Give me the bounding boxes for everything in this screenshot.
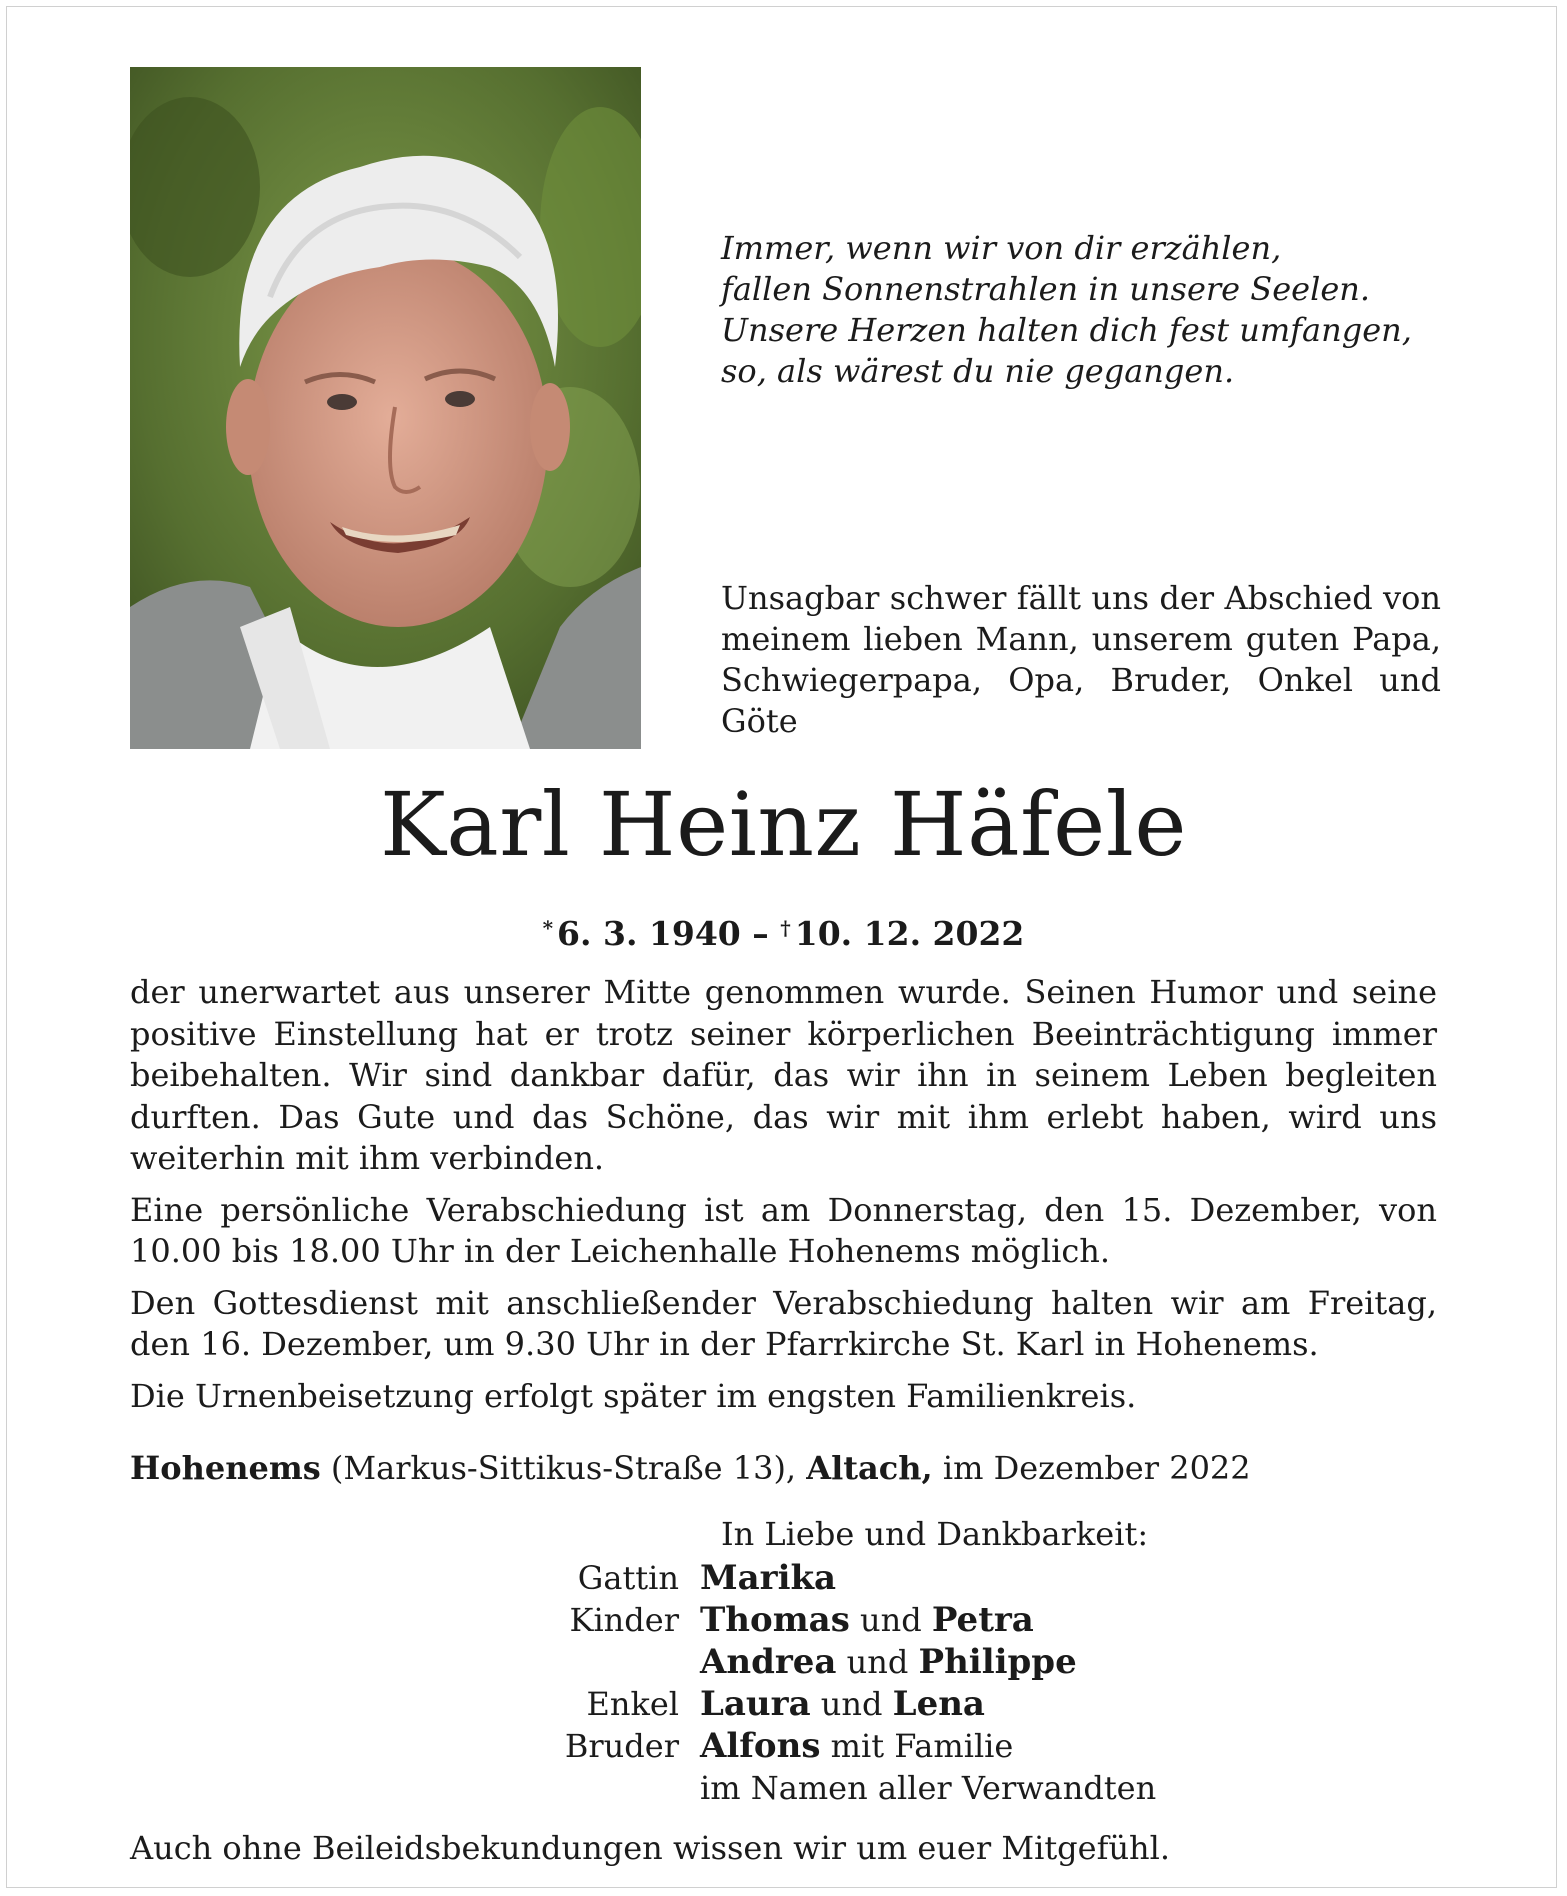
family-name: Laura [700, 1684, 811, 1724]
signoff-line: In Liebe und Dankbarkeit: [721, 1515, 1149, 1553]
family-row-enkel [0, 1683, 1567, 1725]
relation-label: Kinder [569, 1601, 679, 1639]
intro-text: Unsagbar schwer fällt uns der Abschied von meinem lieben Mann, unserem guten Papa, Schwiegerpapa, Opa, Bruder, Onkel und Göte [721, 579, 1441, 740]
place-address: (Markus-Sittikus-Straße 13), [320, 1449, 807, 1487]
conjunction: und [849, 1601, 932, 1639]
deceased-name: Karl Heinz Häfele [380, 773, 1187, 876]
poem-line: Immer, wenn wir von dir erzählen, [721, 229, 1282, 267]
poem-line: Unsere Herzen halten dich fest umfangen, [721, 311, 1412, 349]
family-row-kinder [0, 1599, 1567, 1641]
body-paragraph: Eine persönliche Verabschiedung ist am Donnerstag, den 15. Dezember, von 10.00 bis 18.00 Uhr in der Leichenhalle Hohenems möglich. [130, 1190, 1437, 1270]
life-dates [0, 908, 1567, 954]
relation-label: Enkel [586, 1685, 679, 1723]
family-row-verwandte [0, 1767, 1567, 1809]
family-row-gattin [0, 1557, 1567, 1599]
closing-line: Auch ohne Beileidsbekundungen wissen wir um euer Mitgefühl. [130, 1829, 1171, 1867]
birth-date: 6. 3. 1940 [557, 914, 741, 953]
family-suffix: mit Familie [820, 1727, 1014, 1765]
place-town-1: Hohenems [130, 1449, 321, 1487]
obituary-body [130, 972, 1437, 1427]
death-date: 10. 12. 2022 [794, 914, 1025, 953]
conjunction: und [836, 1643, 919, 1681]
portrait-photo [130, 67, 641, 749]
body-paragraph: Den Gottesdienst mit anschließender Verabschiedung halten wir am Freitag, den 16. Dezember, um 9.30 Uhr in der Pfarrkirche St. Karl in Hohenems. [130, 1283, 1437, 1363]
death-symbol: † [780, 916, 791, 940]
family-name: Lena [892, 1684, 985, 1724]
poem-line: fallen Sonnenstrahlen in unsere Seelen. [721, 270, 1371, 308]
family-name: Philippe [918, 1642, 1077, 1682]
memorial-poem [721, 228, 1481, 392]
family-list [0, 1557, 1567, 1809]
family-name: Thomas [700, 1600, 850, 1640]
conjunction: und [810, 1685, 893, 1723]
family-row-bruder [0, 1725, 1567, 1767]
family-name: Petra [931, 1600, 1034, 1640]
family-name: Marika [700, 1558, 837, 1598]
place-date-line [130, 1448, 1437, 1488]
date-separator: – [752, 914, 769, 953]
portrait-image [130, 67, 641, 749]
family-name: Andrea [700, 1642, 837, 1682]
relation-label: Gattin [577, 1559, 679, 1597]
body-paragraph: Die Urnenbeisetzung erfolgt später im engsten Familienkreis. [130, 1376, 1137, 1415]
poem-line: so, als wärest du nie gegangen. [721, 352, 1235, 390]
birth-symbol: * [542, 916, 554, 940]
place-date: im Dezember 2022 [932, 1449, 1251, 1487]
body-paragraph: der unerwartet aus unserer Mitte genommen wurde. Seinen Humor und seine positive Einstellung hat er trotz seiner körperlichen Beeinträchtigung immer beibehalten. Wir sind dankbar dafür, das wir ihn in seinem Leben begleiten durften. Das Gute und das Schöne, das wir mit ihm erlebt haben, wird uns weiterhin mit ihm verbinden. [130, 973, 1437, 1177]
family-row-kinder-2 [0, 1641, 1567, 1683]
place-town-2: Altach, [806, 1449, 933, 1487]
relation-label: Bruder [564, 1727, 679, 1765]
family-name: Alfons [700, 1726, 821, 1766]
relatives-note: im Namen aller Verwandten [700, 1769, 1157, 1807]
